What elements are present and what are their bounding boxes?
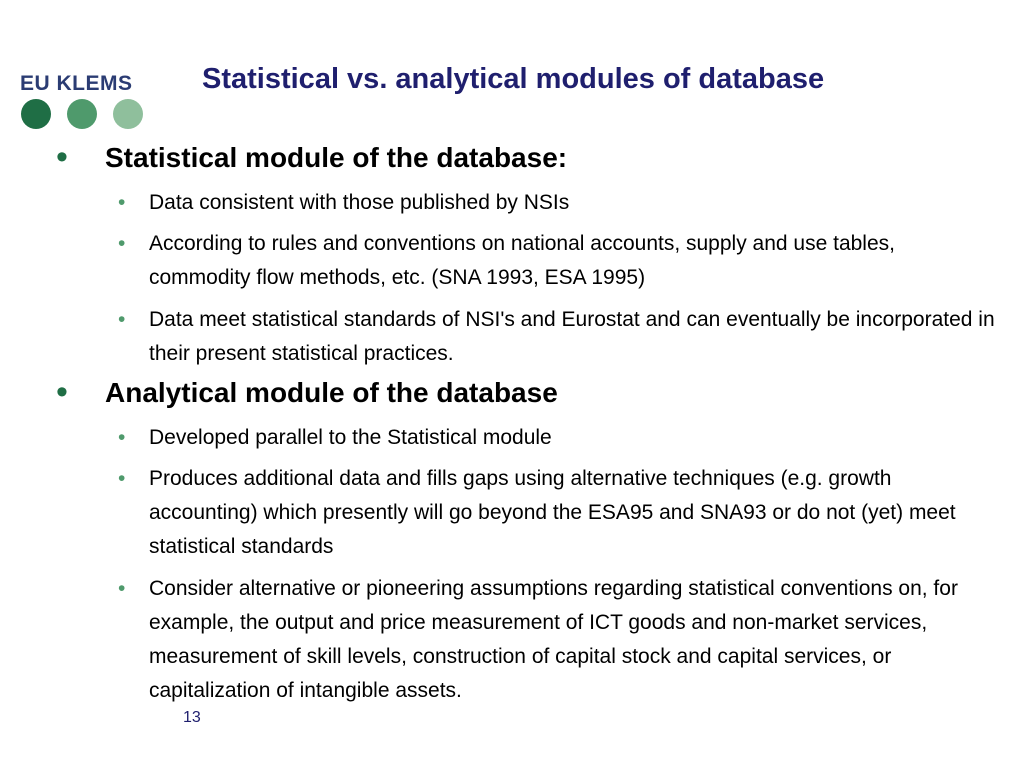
logo-text: EU KLEMS: [20, 72, 133, 95]
eu-klems-logo: [18, 72, 148, 132]
list-item: Developed parallel to the Statistical module: [149, 426, 552, 449]
list-item: Data meet statistical standards of NSI's and Eurostat and can eventually be incorporated in their present statistical practices.: [149, 308, 995, 365]
item-bullet: •: [118, 426, 126, 449]
item-bullet: •: [118, 467, 126, 490]
item-bullet: •: [118, 232, 126, 255]
slide-title: Statistical vs. analytical modules of database: [202, 63, 825, 95]
logo-dot-dark: [21, 99, 51, 129]
list-item: Data consistent with those published by NSIs: [149, 191, 570, 214]
section-bullet: •: [56, 373, 68, 411]
logo-dot-medium: [67, 99, 97, 129]
list-item: Consider alternative or pioneering assumptions regarding statistical conventions on, for example, the output and price measurement of ICT goods and non-market services, measurement of skill levels, construction of capital stock and capital services, or capitalization of intangible assets.: [149, 577, 958, 702]
item-bullet: •: [118, 577, 126, 600]
section-heading-analytical: Analytical module of the database: [105, 377, 558, 408]
page-number: 13: [183, 709, 201, 726]
section-heading-statistical: Statistical module of the database:: [105, 142, 568, 173]
item-bullet: •: [118, 191, 126, 214]
logo-dot-light: [113, 99, 143, 129]
list-item: Produces additional data and fills gaps using alternative techniques (e.g. growth accounting) which presently will go beyond the ESA95 and SNA93 or do not (yet) meet statistical standards: [149, 467, 956, 558]
section-bullet: •: [56, 138, 68, 176]
list-item: According to rules and conventions on national accounts, supply and use tables, commodity flow methods, etc. (SNA 1993, ESA 1995): [149, 232, 895, 289]
item-bullet: •: [118, 308, 126, 331]
